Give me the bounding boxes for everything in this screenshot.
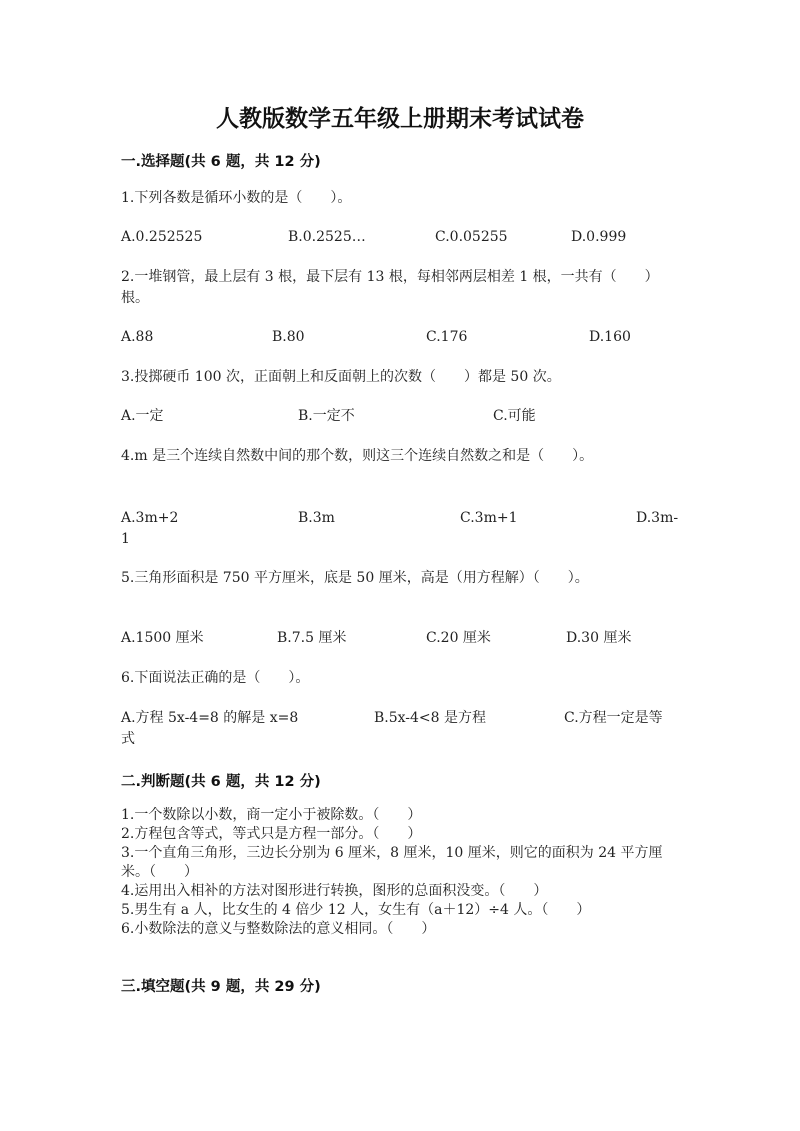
judge-item-4: 4.运用出入相补的方法对图形进行转换，图形的总面积没变。（ ） xyxy=(121,883,548,899)
q2-option-a: A.88 xyxy=(121,329,154,345)
q5-option-b: B.7.5 厘米 xyxy=(277,630,347,646)
q4-option-d: D.3m- xyxy=(636,510,679,526)
page-title: 人教版数学五年级上册期末考试试卷 xyxy=(216,105,584,132)
q5-option-d: D.30 厘米 xyxy=(566,630,632,646)
q6-option-c-wrap: 式 xyxy=(121,731,135,747)
q6-option-c: C.方程一定是等 xyxy=(564,710,663,726)
section-heading-judge: 二.判断题(共 6 题，共 12 分) xyxy=(121,774,321,790)
q6-option-b: B.5x-4<8 是方程 xyxy=(374,710,487,726)
q4-option-b: B.3m xyxy=(298,510,335,526)
section-heading-fill: 三.填空题(共 9 题，共 29 分) xyxy=(121,979,321,995)
q4-option-a: A.3m+2 xyxy=(121,510,179,526)
question-5: 5.三角形面积是 750 平方厘米，底是 50 厘米，高是（用方程解）（ ）。 xyxy=(121,570,589,586)
q5-option-c: C.20 厘米 xyxy=(426,630,491,646)
judge-item-2: 2.方程包含等式，等式只是方程一部分。（ ） xyxy=(121,826,422,842)
q1-option-b: B.0.2525… xyxy=(288,229,366,245)
q4-option-d-wrap: 1 xyxy=(121,531,130,547)
section-heading-choice: 一.选择题(共 6 题，共 12 分) xyxy=(121,154,321,170)
question-6: 6.下面说法正确的是（ ）。 xyxy=(121,670,310,686)
q3-option-a: A.一定 xyxy=(121,408,164,424)
question-4: 4.m 是三个连续自然数中间的那个数，则这三个连续自然数之和是（ ）。 xyxy=(121,448,594,464)
question-1: 1.下列各数是循环小数的是（ ）。 xyxy=(121,190,352,206)
question-2: 2.一堆钢管，最上层有 3 根，最下层有 13 根，每相邻两层相差 1 根，一共有（ ）根。 xyxy=(121,269,659,306)
q3-option-c: C.可能 xyxy=(493,408,536,424)
judge-item-3: 3.一个直角三角形，三边长分别为 6 厘米，8 厘米，10 厘米，则它的面积为 24 平方厘米。（ ） xyxy=(121,845,663,880)
judge-list xyxy=(121,806,681,939)
q1-option-d: D.0.999 xyxy=(571,229,627,245)
judge-item-5: 5.男生有 a 人，比女生的 4 倍少 12 人，女生有（a＋12）÷4 人。（ ） xyxy=(121,902,591,918)
question-3: 3.投掷硬币 100 次，正面朝上和反面朝上的次数（ ）都是 50 次。 xyxy=(121,369,561,385)
q3-option-b: B.一定不 xyxy=(298,408,355,424)
q2-option-c: C.176 xyxy=(426,329,468,345)
q2-option-b: B.80 xyxy=(272,329,305,345)
judge-item-6: 6.小数除法的意义与整数除法的意义相同。（ ） xyxy=(121,921,436,937)
q2-option-d: D.160 xyxy=(589,329,631,345)
q4-option-c: C.3m+1 xyxy=(460,510,518,526)
q1-option-c: C.0.05255 xyxy=(435,229,508,245)
q5-option-a: A.1500 厘米 xyxy=(121,630,204,646)
judge-item-1: 1.一个数除以小数，商一定小于被除数。（ ） xyxy=(121,807,422,823)
q6-option-a: A.方程 5x-4=8 的解是 x=8 xyxy=(121,710,299,726)
q1-option-a: A.0.252525 xyxy=(121,229,203,245)
